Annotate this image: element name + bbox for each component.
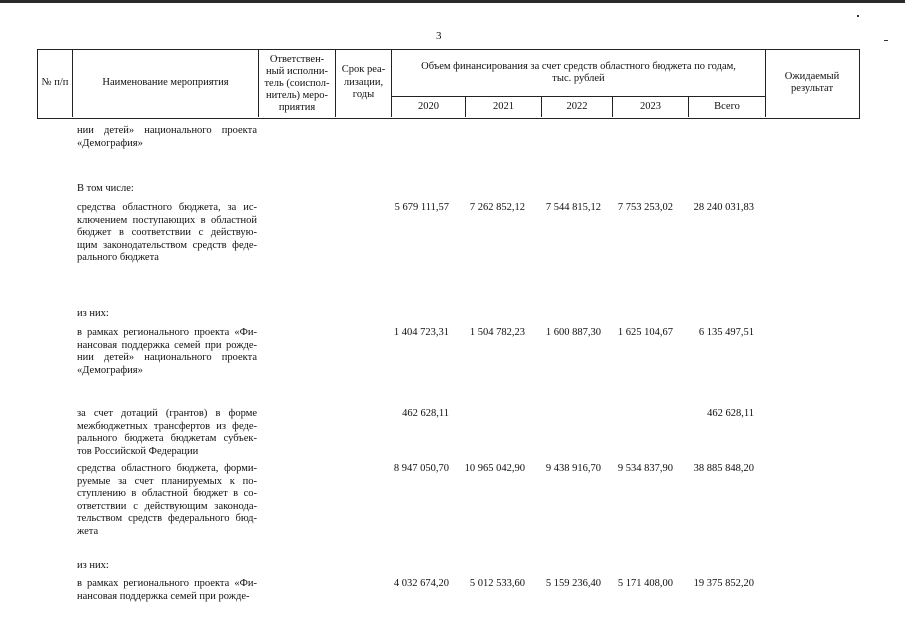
year-2021-header: 2021 [493,100,514,112]
year-2020-header: 2020 [418,100,439,112]
row-year-value: 1 404 723,31 [393,327,449,338]
row-description [77,202,257,265]
row-description [77,125,257,150]
header-line: Ожидаемый [784,70,840,82]
year-2022-header: 2022 [566,100,588,112]
header-line: нитель) меро- [266,90,328,101]
row-year-value: 10 965 042,90 [464,463,525,474]
description-line: щим законодательством средств феде- [77,239,257,251]
description-line: в рамках регионального проекта «Фи- [77,578,257,589]
description-line: жета [77,525,99,537]
row-total-value: 28 240 031,83 [693,202,754,213]
row-year-value: 5 171 408,00 [617,578,673,589]
description-line: тельством средств федерального бюд- [77,513,257,525]
description-line: ответствии с действующим законода- [77,500,257,512]
col-funding-header [392,50,765,96]
row-year-value: 1 625 104,67 [617,327,673,338]
header-line: ный исполни- [266,66,328,77]
description-line: ключением поступающих в областной [77,214,257,226]
row-total-value: 19 375 852,20 [693,578,754,589]
row-year-value: 7 753 253,02 [617,202,673,213]
header-line: годы [352,89,375,101]
header-line: лизации, [343,76,384,88]
page-number: 3 [436,30,442,42]
description-line: тов Российской Федерации [77,445,199,457]
row-description [77,183,257,196]
row-total-value: 6 135 497,51 [698,327,754,338]
row-year-value: 1 504 782,23 [469,327,525,338]
row-description [77,578,257,603]
year-2023-header: 2023 [640,100,661,112]
col-name-header: Наименование мероприятия [102,76,229,88]
row-description [77,408,257,458]
description-line: нии детей» национального проекта [77,352,257,364]
scan-speck [857,15,859,17]
col-result-header [766,49,858,117]
col-number-header: № п/п [41,76,69,88]
description-line: межбюджетных трансфертов из феде- [77,420,257,432]
row-year-value: 5 679 111,57 [394,202,449,213]
row-year-value: 9 438 916,70 [545,463,601,474]
row-description [77,308,257,321]
description-line: В том числе: [77,183,134,194]
description-line: средства областного бюджета, форми- [77,463,257,474]
description-line: «Демография» [77,137,143,149]
row-year-value: 9 534 837,90 [617,463,673,474]
row-total-value: 38 885 848,20 [693,463,754,474]
description-line: нансовая поддержка семей при рожде- [77,590,250,602]
header-line: Объем финансирования за счет средств областного бюджета по годам, [421,60,736,72]
row-year-value: 462 628,11 [402,408,449,419]
header-line: приятия [278,102,316,113]
scan-speck [884,40,888,41]
row-year-value: 4 032 674,20 [393,578,449,589]
header-line: тыс. рублей [552,73,605,84]
row-year-value: 1 600 887,30 [545,327,601,338]
row-description [77,560,257,573]
row-description [77,327,257,377]
row-year-value: 5 159 236,40 [545,578,601,589]
row-year-value: 7 544 815,12 [545,202,601,213]
row-total-value: 462 628,11 [707,408,754,419]
description-line: нансовая поддержка семей при рожде- [77,339,257,351]
description-line: руемые за счет планируемых к по- [77,475,257,487]
header-line: Ответствен- [269,54,325,65]
col-executor-header [259,52,335,116]
total-header: Всего [714,100,740,112]
description-line: бюджет в соответствии с действую- [77,227,257,239]
description-line: ступлению в областной бюджет в со- [77,488,257,500]
description-line: в рамках регионального проекта «Фи- [77,327,257,338]
row-year-value: 8 947 050,70 [393,463,449,474]
description-line: за счет дотаций (грантов) в форме [77,408,257,419]
description-line: нии детей» национального проекта [77,125,257,136]
description-line: рального бюджета бюджетам субъек- [77,433,257,445]
col-term-header [336,49,391,117]
top-border-line [0,0,905,3]
header-line: результат [790,83,834,94]
description-line: средства областного бюджета, за ис- [77,202,257,213]
row-description [77,463,257,539]
description-line: рального бюджета [77,252,159,264]
description-line: из них: [77,560,109,571]
description-line: «Демография» [77,364,143,376]
row-year-value: 5 012 533,60 [469,578,525,589]
description-line: из них: [77,308,109,319]
header-line: тель (соиспол- [264,78,330,89]
header-line: Срок реа- [341,64,386,76]
row-year-value: 7 262 852,12 [469,202,525,213]
